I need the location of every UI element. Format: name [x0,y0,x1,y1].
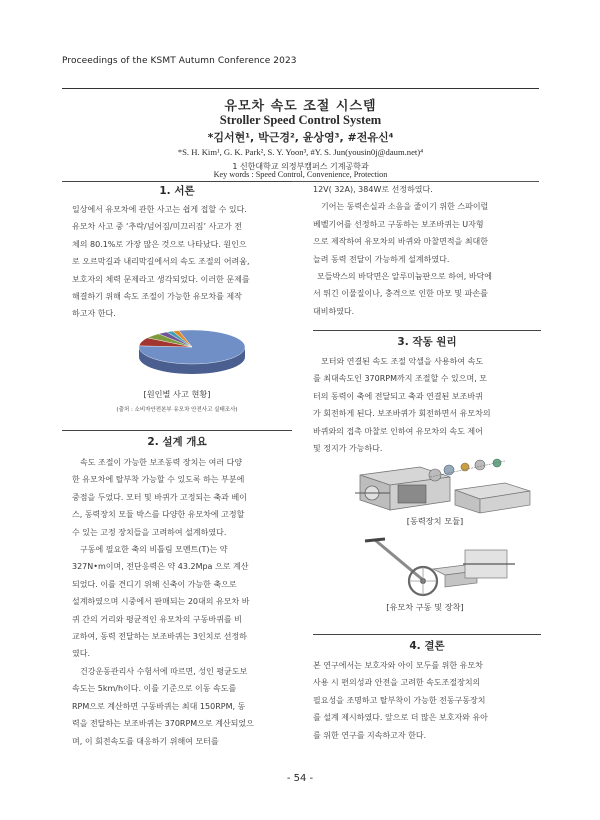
section-rule [313,634,541,635]
text-line: 으로 제작하여 유모차의 바퀴와 마찰면적을 최대한 [313,237,489,247]
text-line: 설계하였으며 시중에서 판매되는 20대의 유모차 바 [72,597,250,607]
text-line: 베벨기어를 선정하고 구동하는 보조바퀴는 U자형 [313,219,484,229]
title-english: Stroller Speed Control System [219,113,382,127]
text-line: 모터와 연결된 속도 조절 악셀을 사용하여 속도 [321,357,484,366]
text-line: 였다. [72,649,90,659]
text-line: 바퀴와의 접촉 마찰로 인하여 유모차의 속도 제어 [313,426,483,436]
text-line: 를 위한 연구를 지속하고자 한다. [313,730,427,740]
text-line: 교하여, 동력 전달하는 보조바퀴는 3인치로 선정하 [72,632,247,642]
text-line: 해결하기 위해 속도 조절이 가능한 유모차를 제작 [72,292,242,302]
text-line: 대비하였다. [313,306,355,316]
figure-caption-module: [동력장치 모듈] [406,516,464,526]
figure-caption-intro: [원인별 사고 현황] [143,389,211,399]
power-module-figure-exploded [425,455,540,515]
section-rule [62,430,292,431]
text-line: 며, 이 회전속도를 대응하기 위해여 모터를 [72,736,219,746]
text-line: RPM으로 계산하면 구동바퀴는 최대 150RPM, 동 [72,701,246,711]
text-line: 스, 동력장치 모듈 박스를 다양한 유모차에 고정할 [72,510,245,520]
section-heading-intro: 1. 서론 [159,185,195,197]
text-line: 327N•m이며, 전단응력은 약 43.2Mpa 으로 계산 [72,562,249,572]
figure-caption-stroller: [유모차 구동 및 장착] [386,602,464,612]
principle-paragraph [313,353,541,457]
text-line: 수 있는 고정 장치들을 고려하여 설계하였다. [72,527,227,537]
text-line: 하고자 한다. [72,309,116,319]
text-line: 늘려 동력 전달이 가능하게 설계하였다. [313,254,450,264]
text-line: 를 최대속도인 370RPM까지 조절할 수 있으며, 모 [313,374,488,384]
authors-korean: *김서현¹, 박근경², 윤상영³, #전유신⁴ [207,131,394,144]
intro-paragraph [72,201,287,323]
text-line: 로 오르막길과 내리막길에서의 속도 조절의 어려움, [72,257,250,267]
keywords: Key words : Speed Control, Convenience, Protection [213,170,388,179]
text-line: 력을 전달하는 보조바퀴는 370RPM으로 계산되었으 [72,719,254,729]
text-line: 중점을 두었다. 모터 및 바퀴가 고정되는 축과 베이 [72,492,247,502]
text-line: 일상에서 유모차에 관한 사고는 쉽게 접할 수 있다. [72,205,247,214]
text-line: 속도는 5km/h이다. 이를 기준으로 이동 속도를 [72,684,237,694]
section-rule [313,330,541,331]
text-line: 되었다. 이를 견디기 위해 신축이 가능한 축으로 [72,579,237,589]
section-heading-principle: 3. 작동 원리 [397,336,457,348]
text-line: 가 회전하게 된다. 보조바퀴가 회전하면서 유모차의 [313,409,491,419]
section-heading-conclusion: 4. 결론 [409,640,445,652]
text-line: 유모차 사고 중 ‘추락/넘어짐/미끄러짐’ 사고가 전 [72,222,243,232]
text-line: 터의 동력이 축에 전달되고 축과 연결된 보조바퀴 [313,391,483,401]
text-line: 사용 시 편의성과 안전을 고려한 속도조절장치의 [313,678,481,688]
affiliation: 1 신한대학교 의정부캠퍼스 기계공학과 [232,162,369,171]
text-line: 속도 조절이 가능한 보조동력 장치는 여러 다양 [80,458,243,467]
text-line: 구동에 필요한 축의 비틀림 모멘트(T)는 약 [80,545,228,555]
title-block [62,88,539,182]
title-korean: 유모차 속도 조절 시스템 [224,99,377,114]
figure-source-intro: (출처 : 소비자안전본부 유모차 안전사고 실태조사) [116,407,238,413]
text-line: 필요성을 조명하고 탈부착이 가능한 전동구동장치 [313,695,486,705]
text-line: 한 유모차에 탈부착 가능할 수 있도록 하는 부분에 [72,475,245,485]
text-line: 본 연구에서는 보호자와 아이 모두를 위한 유모차 [313,661,483,670]
text-line: 건강운동관리사 수험서에 따르면, 성인 평균도보 [80,666,248,676]
page-number: - 54 - [286,773,314,784]
pie-slices [139,330,245,364]
text-line: 퀴 간의 거리와 평균적인 유모차의 구동바퀴를 비 [72,614,242,624]
text-line: 보호자의 체력 문제라고 생각되었다. 이러한 문제를 [72,274,250,284]
section-heading-design: 2. 설계 개요 [147,436,207,448]
conclusion-paragraph [313,657,541,744]
accident-cause-pie-chart [135,317,250,379]
stroller-mount-figure [345,535,525,600]
text-line: 기어는 동력손실과 소음을 줄이기 위한 스파이럴 [321,202,489,212]
text-line: 및 정지가 가능하다. [313,444,383,454]
column-rule [62,181,292,182]
text-line: 서 튀긴 이물질이나, 충격으로 인한 마모 및 파손를 [313,289,488,299]
authors-english: *S. H. Kim¹, G. K. Park², S. Y. Yoon³, #Y. S. Jun(yousin0j@daum.net)⁴ [177,147,424,157]
text-line: 12V( 32A), 384W로 선정하였다. [313,185,433,194]
text-line: 모들박스의 바닥면은 알루미늄판으로 하여, 바닥에 [317,272,493,282]
text-line: 를 설계 제시하였다. 앞으로 더 많은 보호자와 유아 [313,713,488,723]
proceedings-header: Proceedings of the KSMT Autumn Conference 2023 [62,56,297,66]
text-line: 체의 80.1%로 가장 많은 것으로 나타났다. 원인으 [72,239,247,249]
design-paragraph-continued [313,181,541,320]
design-paragraph [72,454,287,750]
